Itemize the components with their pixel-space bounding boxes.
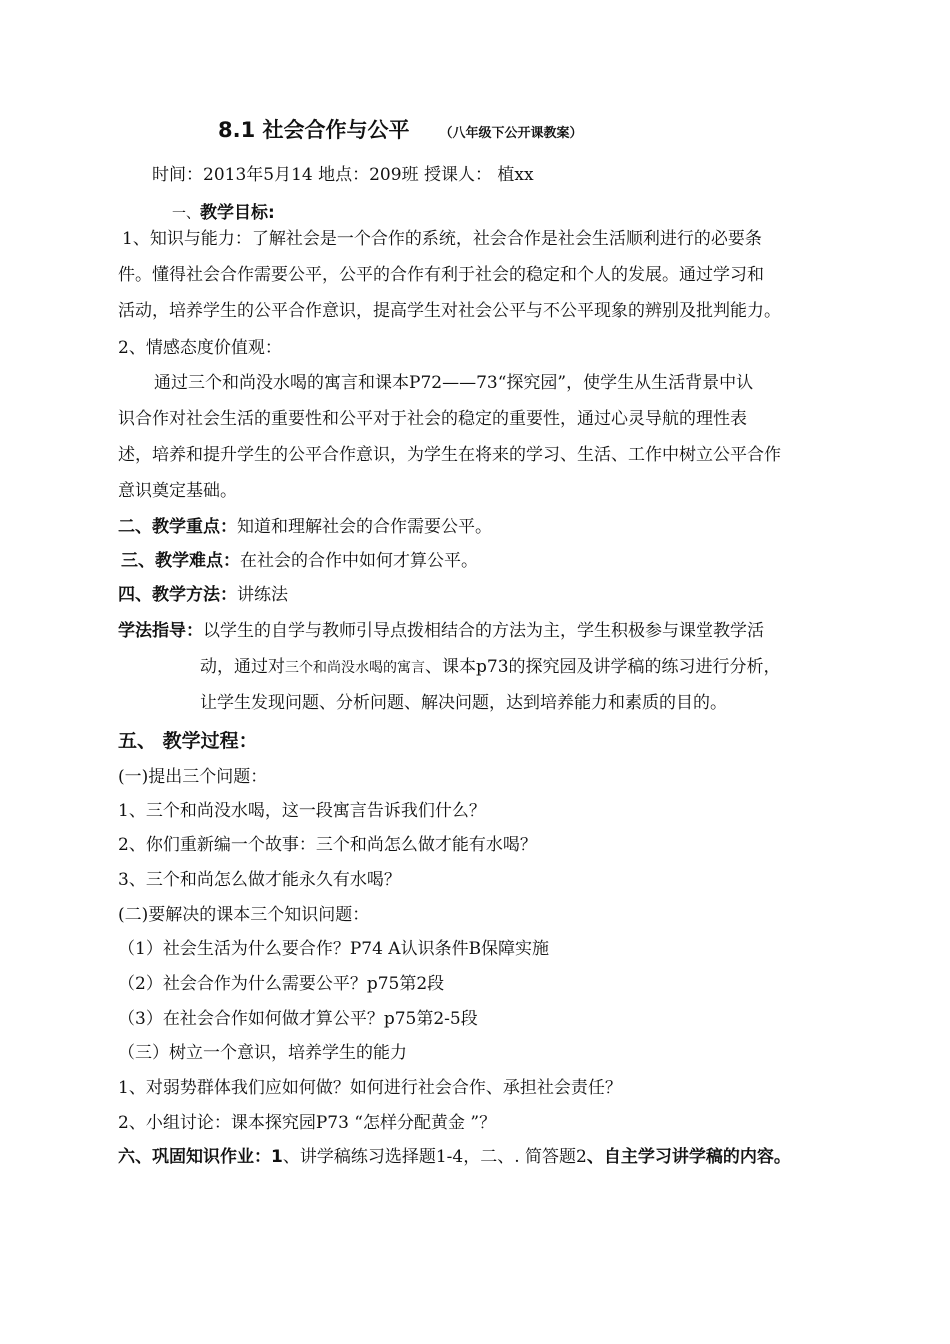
section3 bbox=[121, 550, 478, 572]
section1-label: 教学目标: bbox=[200, 203, 275, 223]
process-item: （三）树立一个意识，培养学生的能力 bbox=[118, 1043, 407, 1063]
section1-p2-label: 2、情感态度价值观： bbox=[118, 338, 282, 358]
process-item: 2、你们重新编一个故事：三个和尚怎么做才能有水喝？ bbox=[118, 835, 537, 855]
section1-p2-line3: 述，培养和提升学生的公平合作意识，为学生在将来的学习、生活、工作中树立公平合作 bbox=[118, 445, 781, 465]
section2 bbox=[118, 516, 492, 538]
guide-text1: 以学生的自学与教师引导点拨相结合的方法为主，学生积极参与课堂教学活 bbox=[203, 621, 764, 641]
section1-p2-line2: 识合作对社会生活的重要性和公平对于社会的稳定的重要性，通过心灵导航的理性表 bbox=[118, 409, 747, 429]
process-item: (二)要解决的课本三个知识问题： bbox=[118, 905, 370, 925]
guide-line2 bbox=[200, 656, 781, 679]
process-item: 3、三个和尚怎么做才能永久有水喝？ bbox=[118, 870, 401, 890]
guide-text2b: 三个和尚没水喝的寓言 bbox=[285, 660, 425, 676]
section6 bbox=[118, 1146, 791, 1168]
process-item: （3）在社会合作如何做才算公平？p75第2-5段 bbox=[118, 1009, 478, 1029]
title-main: 8.1 社会合作与公平 bbox=[218, 118, 410, 142]
guide-line1 bbox=[118, 620, 764, 642]
section4-label: 四、教学方法： bbox=[118, 585, 237, 605]
process-item: 1、三个和尚没水喝，这一段寓言告诉我们什么？ bbox=[118, 801, 486, 821]
process-item: （2）社会合作为什么需要公平？p75第2段 bbox=[118, 974, 445, 994]
section3-label: 三、教学难点： bbox=[121, 551, 240, 571]
section4 bbox=[118, 584, 288, 606]
lesson-title bbox=[218, 114, 583, 144]
process-item: （1）社会生活为什么要合作？P74 A认识条件B保障实施 bbox=[118, 939, 550, 959]
guide-label: 学法指导： bbox=[118, 621, 203, 641]
section6-label: 六、巩固知识作业：1 bbox=[118, 1147, 283, 1167]
guide-text2c: 、课本p73的探究园及讲学稿的练习进行分析， bbox=[425, 657, 781, 677]
section1-p1-line2: 件。懂得社会合作需要公平，公平的合作有利于社会的稳定和个人的发展。通过学习和 bbox=[118, 265, 764, 285]
section1-prefix: 一、 bbox=[172, 206, 200, 222]
title-subtitle: （八年级下公开课教案） bbox=[439, 126, 583, 141]
section1-p2-line4: 意识奠定基础。 bbox=[118, 481, 237, 501]
process-item: 2、小组讨论：课本探究园P73 “怎样分配黄金 ”？ bbox=[118, 1113, 497, 1133]
section4-text: 讲练法 bbox=[237, 585, 288, 605]
section1-p1-line3: 活动，培养学生的公平合作意识，提高学生对社会公平与不公平现象的辨别及批判能力。 bbox=[118, 301, 781, 321]
section2-label: 二、教学重点： bbox=[118, 517, 237, 537]
meta-line: 时间：2013年5月14 地点：209班 授课人： 植xx bbox=[152, 165, 534, 185]
guide-line3: 让学生发现问题、分析问题、解决问题，达到培养能力和素质的目的。 bbox=[200, 693, 727, 713]
section2-text: 知道和理解社会的合作需要公平。 bbox=[237, 517, 492, 537]
section5-heading: 五、 教学过程： bbox=[118, 730, 258, 752]
section1-heading bbox=[172, 202, 275, 225]
section3-text: 在社会的合作中如何才算公平。 bbox=[240, 551, 478, 571]
section1-p2-line1: 通过三个和尚没水喝的寓言和课本P72——73“探究园”，使学生从生活背景中认 bbox=[154, 373, 754, 393]
process-item: (一)提出三个问题： bbox=[118, 767, 268, 787]
process-item: 1、对弱势群体我们应如何做？如何进行社会合作、承担社会责任？ bbox=[118, 1078, 622, 1098]
section6-tail: 、自主学习讲学稿的内容。 bbox=[586, 1147, 791, 1167]
section6-text: 、讲学稿练习选择题1-4，二、. 简答题2 bbox=[282, 1147, 587, 1167]
section1-p1-line1: 1、知识与能力：了解社会是一个合作的系统，社会合作是社会生活顺利进行的必要条 bbox=[122, 229, 762, 249]
guide-text2a: 动，通过对 bbox=[200, 657, 285, 677]
